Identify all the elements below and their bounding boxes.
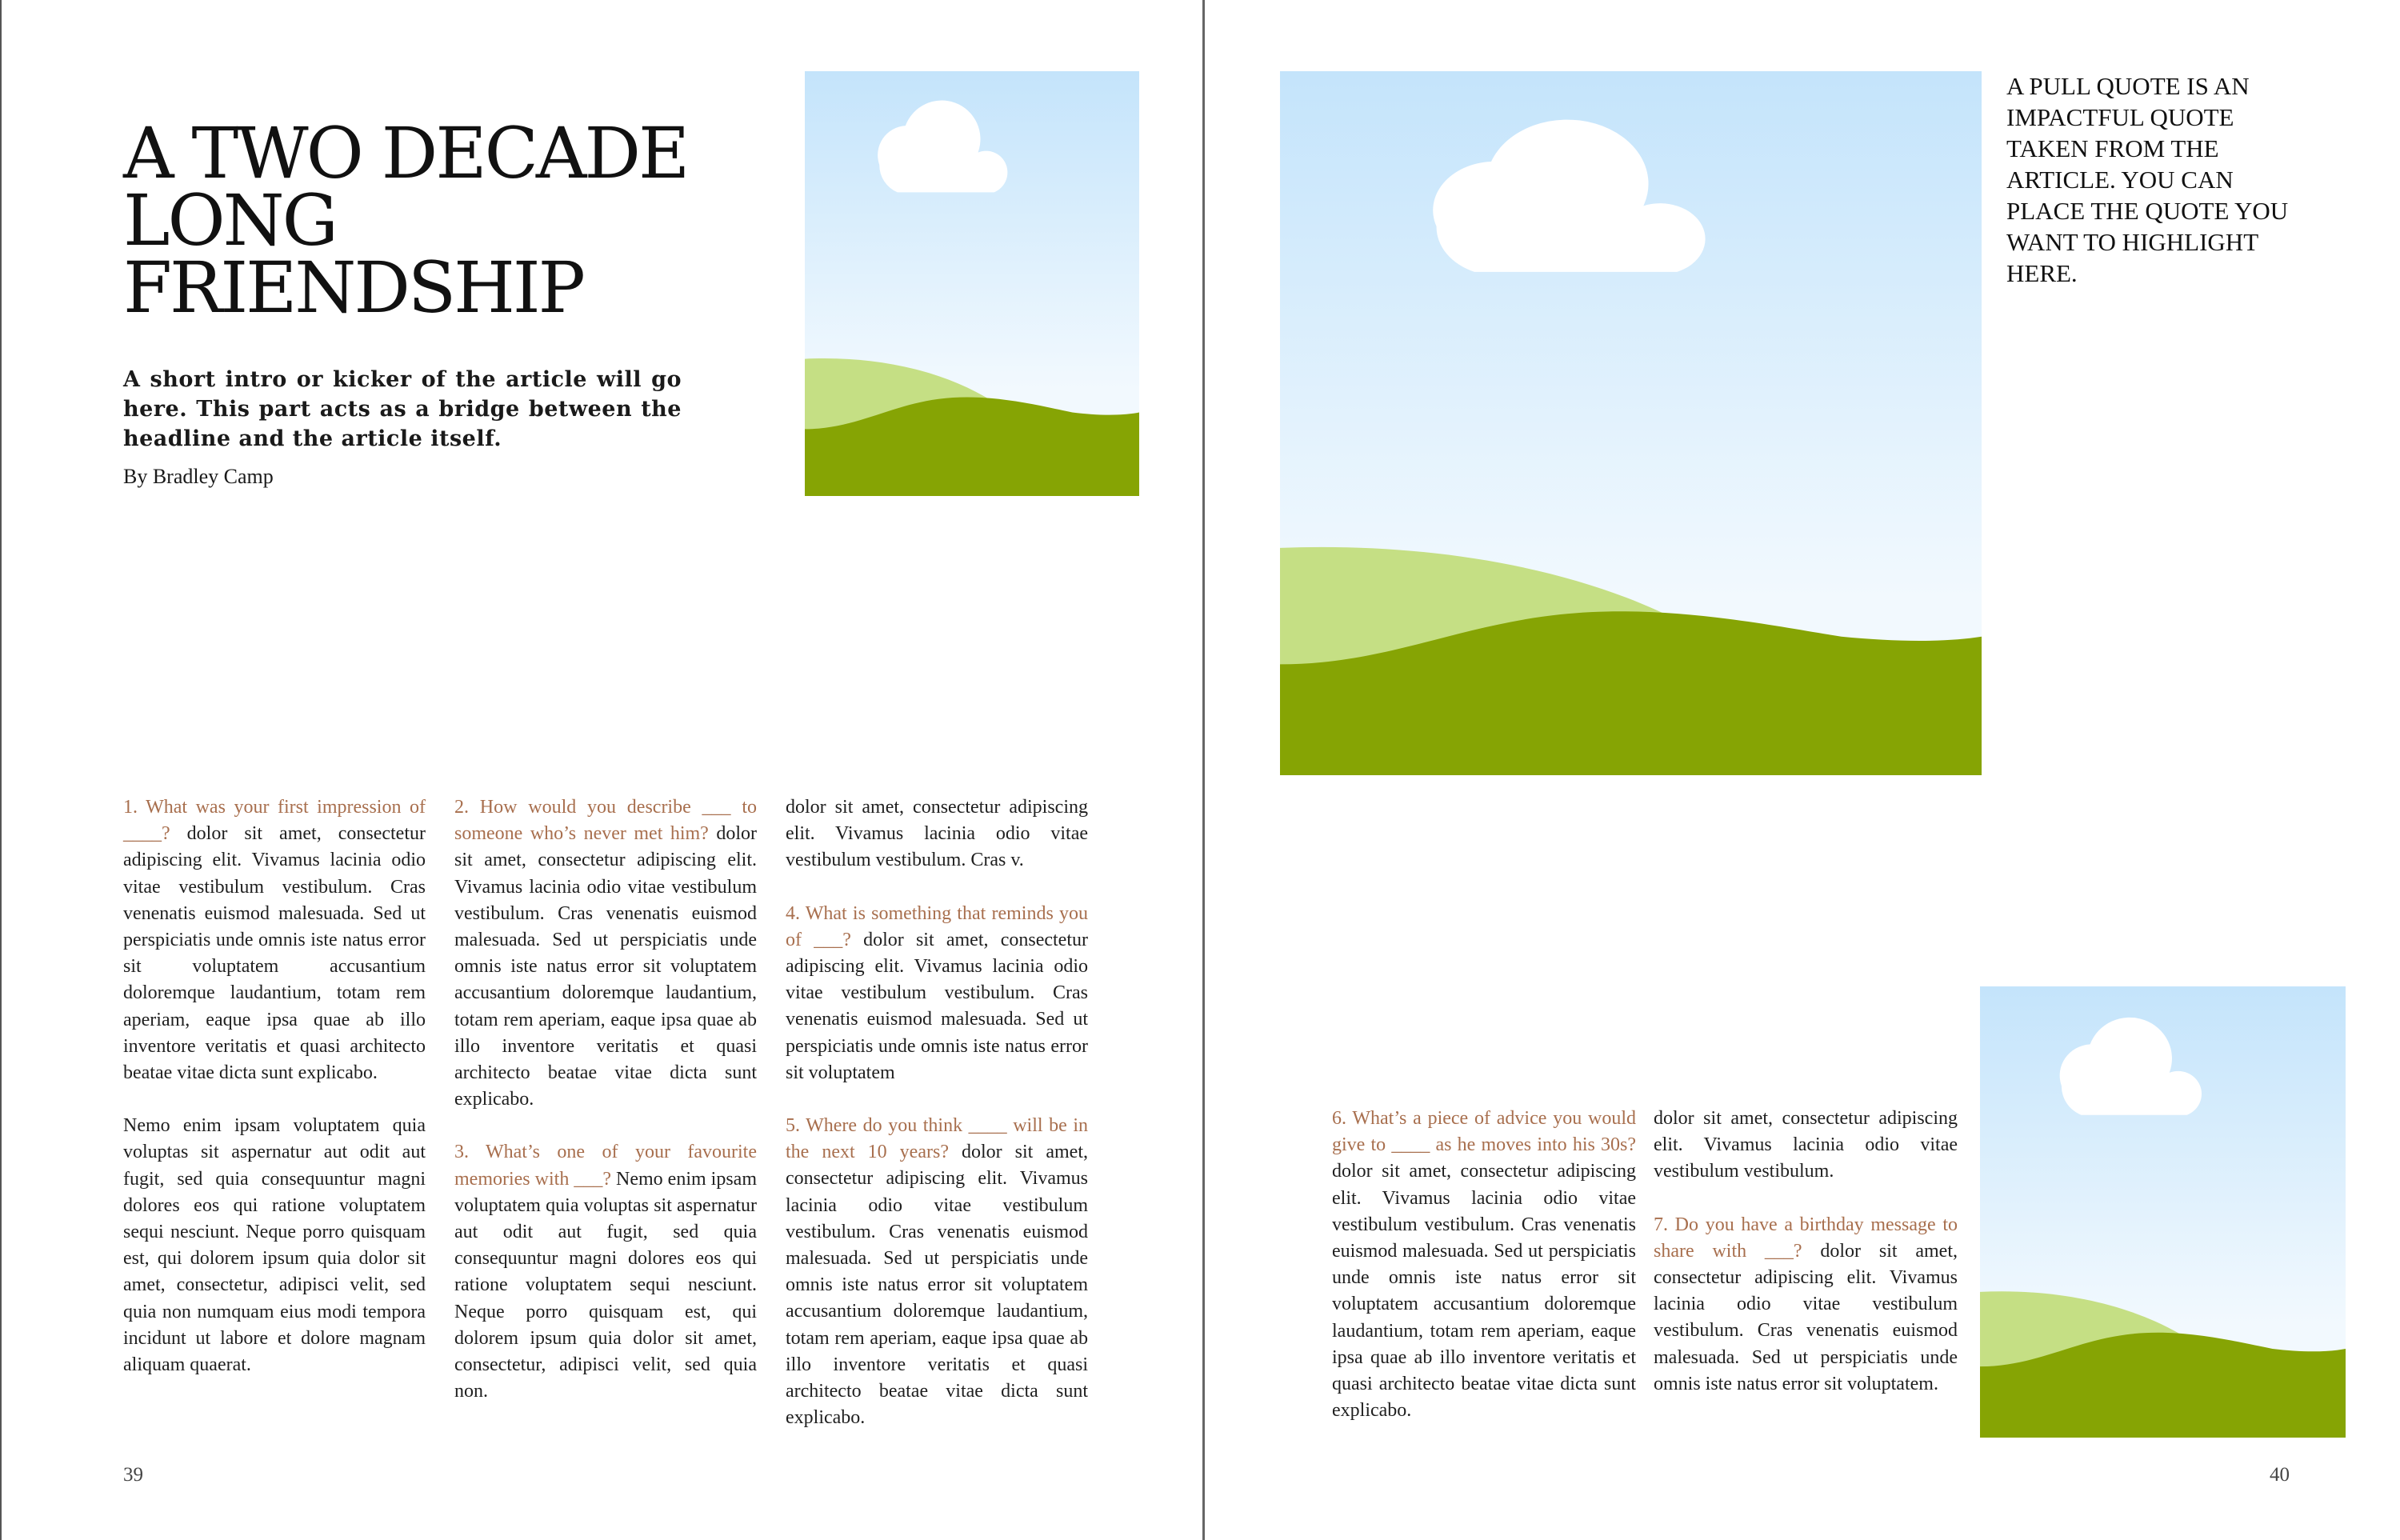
article-paragraph [1654, 1212, 1958, 1398]
article-column-3 [786, 794, 1088, 1458]
landscape-image-small [1980, 986, 2346, 1438]
page-number: 39 [123, 1464, 143, 1486]
answer-text: dolor sit amet, consectetur adipiscing elit. Vivamus lacinia odio vitae vestibulum vestibulum. Cras venenatis euismod malesuada. Sed ut perspiciatis unde omnis iste natus error sit voluptatem. [1654, 1240, 1958, 1394]
answer-text: dolor sit amet, consectetur adipiscing elit. Vivamus lacinia odio vitae vestibulum vestibulum. [1654, 1108, 1958, 1182]
right-page [1202, 0, 2400, 1540]
article-paragraph [454, 1139, 757, 1405]
article-paragraph [454, 794, 757, 1113]
interview-question: 3. What’s one of your favourite memories with ___? [454, 1142, 757, 1190]
article-column-4 [1332, 1106, 1636, 1450]
interview-question: 6. What’s a piece of advice you would give to ____ as he moves into his 30s? [1332, 1108, 1636, 1156]
interview-question: 5. Where do you think ____ will be in the next 10 years? [786, 1115, 1088, 1163]
answer-text: Nemo enim ipsam voluptatem quia voluptas sit aspernatur aut odit aut fugit, sed quia consequuntur magni dolores eos qui ratione voluptatem sequi nesciunt. Neque porro quisquam est, qui dolorem ipsum quia dolor sit amet, consectetur, adipisci velit, sed quia non. [454, 1168, 758, 1402]
answer-text: dolor sit amet, consectetur adipiscing elit. Vivamus lacinia odio vitae vestibulum vestibulum. Cras venenatis euismod malesuada. Sed ut perspiciatis unde omnis iste natus error sit voluptatem accusantium doloremque laudantium, totam rem aperiam, eaque ipsa quae ab illo inventore veritatis et quasi architecto beatae vitae dicta sunt explicabo. [123, 823, 426, 1084]
page-number: 40 [2270, 1464, 2290, 1486]
landscape-image-large [1280, 71, 1982, 775]
interview-question: 7. Do you have a birthday message to share with ___? [1654, 1214, 1958, 1262]
article-paragraph [123, 1113, 426, 1378]
answer-text: Nemo enim ipsam voluptatem quia voluptas sit aspernatur aut odit aut fugit, sed quia consequuntur magni dolores eos qui ratione voluptatem sequi nesciunt. Neque porro quisquam est, qui dolorem ipsum quia dolor sit amet, consectetur, adipisci velit, sed quia non numquam eius modi tempora incidunt ut labore et dolore magnam aliquam quaerat. [123, 1115, 426, 1376]
kicker: A short intro or kicker of the article will go here. This part acts as a bridge between the headline and the article itself. [123, 367, 682, 451]
article-paragraph [786, 1113, 1088, 1431]
article-column-2 [454, 794, 757, 1431]
article-column-1 [123, 794, 426, 1405]
byline: By Bradley Camp [123, 465, 274, 488]
interview-question: 2. How would you describe ___ to someone who’s never met him? [454, 797, 757, 845]
article-column-5 [1654, 1106, 1958, 1424]
article-paragraph [786, 794, 1088, 874]
answer-text: dolor sit amet, consectetur adipiscing elit. Vivamus lacinia odio vitae vestibulum vestibulum. Cras venenatis euismod malesuada. Sed ut perspiciatis unde omnis iste natus error sit voluptatem accusantium doloremque laudantium, totam rem aperiam, eaque ipsa quae ab illo inventore veritatis et quasi architecto beatae vitae dicta sunt explicabo. [454, 823, 757, 1110]
answer-text: dolor sit amet, consectetur adipiscing elit. Vivamus lacinia odio vitae vestibulum vestibulum. Cras venenatis euismod malesuada. Sed ut perspiciatis unde omnis iste natus error sit voluptatem accusantium doloremque laudantium, totam rem aperiam, eaque ipsa quae ab illo inventore veritatis et quasi architecto beatae vitae dicta sunt explicabo. [786, 1142, 1088, 1429]
answer-text: dolor sit amet, consectetur adipiscing elit. Vivamus lacinia odio vitae vestibulum vestibulum. Cras venenatis euismod malesuada. Sed ut perspiciatis unde omnis iste natus error sit voluptatem accusantium doloremque laudantium, totam rem aperiam, eaque ipsa quae ab illo inventore veritatis et quasi architecto beatae vitae dicta sunt explicabo. [1332, 1161, 1636, 1422]
headline-line: LONG [123, 179, 336, 262]
landscape-image-top-left [805, 71, 1139, 496]
headline-line: FRIENDSHIP [123, 246, 583, 329]
article-paragraph [123, 794, 426, 1086]
answer-text: dolor sit amet, consectetur adipiscing elit. Vivamus lacinia odio vitae vestibulum vestibulum. Cras venenatis euismod malesuada. Sed ut perspiciatis unde omnis iste natus error sit voluptatem [786, 929, 1088, 1083]
pull-quote: A PULL QUOTE IS AN IMPACTFUL QUOTE TAKEN FROM THE ARTICLE. YOU CAN PLACE THE QUOTE YOU WANT TO HIGHLIGHT HERE. [2006, 72, 2289, 287]
interview-question: 4. What is something that reminds you of ___? [786, 902, 1088, 950]
article-paragraph [1332, 1106, 1636, 1424]
article-paragraph [1654, 1106, 1958, 1186]
interview-question: 1. What was your first impression of ____? [123, 797, 426, 845]
headline-line: A TWO DECADE [123, 112, 688, 194]
article-paragraph [786, 901, 1088, 1086]
answer-text: dolor sit amet, consectetur adipiscing elit. Vivamus lacinia odio vitae vestibulum vestibulum. Cras v. [786, 797, 1088, 871]
headline [123, 112, 699, 329]
